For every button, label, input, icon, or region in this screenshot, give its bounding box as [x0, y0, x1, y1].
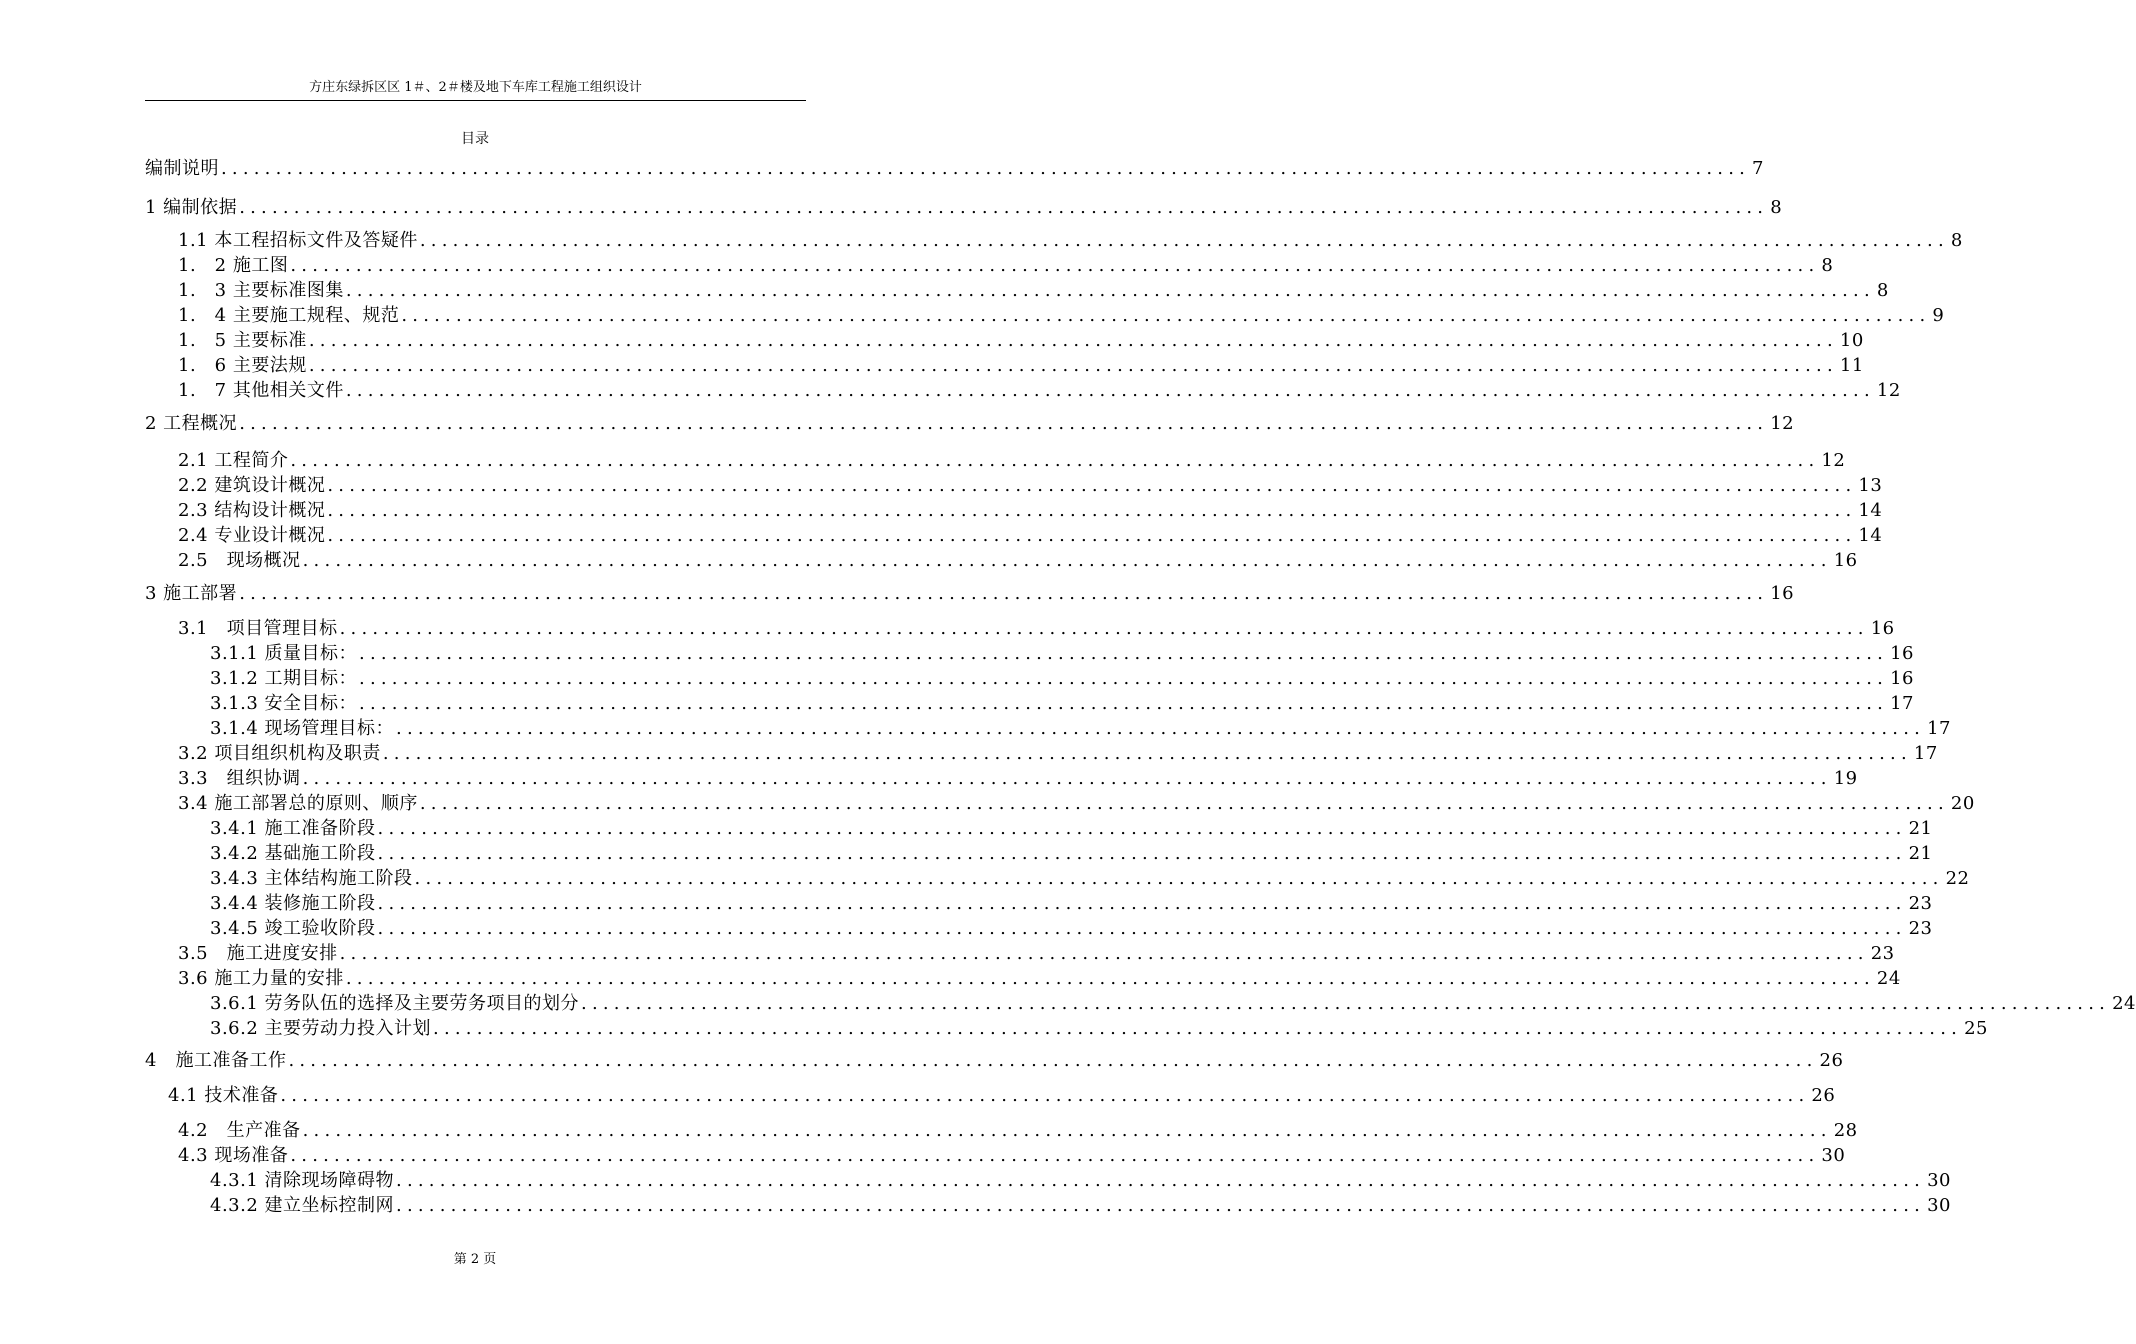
toc-leader-dots: ............................................................................................................................................ [308, 330, 1838, 351]
toc-leader-dots: ............................................................................................................................................ [377, 818, 1907, 839]
toc-entry-page-number: 23 [1908, 893, 1933, 914]
toc-entry-page-number: 23 [1908, 918, 1933, 939]
toc-entry-label: 3.5 施工进度安排 [178, 943, 338, 964]
toc-leader-dots: ............................................................................................................................................ [327, 475, 1857, 496]
toc-entry-page-number: 20 [1950, 793, 1975, 814]
toc-entry-label: 4.2 生产准备 [178, 1120, 301, 1141]
toc-entry-page-number: 16 [1890, 668, 1914, 689]
toc-entry-label: 1. 6 主要法规 [178, 355, 307, 376]
toc-entry-page-number: 16 [1890, 643, 1914, 664]
toc-leader-dots: ............................................................................................................................................ [290, 255, 1820, 276]
toc-entry[interactable] [210, 917, 1933, 941]
toc-leader-dots: ............................................................................................................................................ [359, 693, 1889, 714]
toc-entry[interactable] [178, 474, 1883, 498]
toc-entry-page-number: 21 [1908, 818, 1933, 839]
toc-entry-label: 1. 3 主要标准图集 [178, 280, 344, 301]
toc-entry-label: 3.4.5 竣工验收阶段 [210, 918, 376, 939]
toc-entry[interactable] [178, 1119, 1858, 1143]
toc-entry-label: 3.1.4 现场管理目标： [210, 718, 395, 739]
toc-leader-dots: ............................................................................................................................................ [339, 618, 1869, 639]
toc-entry[interactable] [210, 642, 1914, 666]
toc-leader-dots: ............................................................................................................................................ [339, 943, 1869, 964]
toc-leader-dots: ............................................................................................................................................ [382, 743, 1912, 764]
toc-entry-label: 3.4.1 施工准备阶段 [210, 818, 376, 839]
toc-entry-page-number: 7 [1752, 158, 1764, 179]
toc-entry[interactable] [168, 1084, 1836, 1108]
toc-entry-page-number: 11 [1839, 355, 1864, 376]
toc-entry-label: 3.4.4 装修施工阶段 [210, 893, 376, 914]
toc-entry-label: 3.1.3 安全目标： [210, 693, 358, 714]
toc-entry-label: 4.3 现场准备 [178, 1145, 289, 1166]
toc-leader-dots: ............................................................................................................................................ [239, 413, 1769, 434]
toc-entry[interactable] [178, 379, 1901, 403]
toc-entry[interactable] [210, 892, 1933, 916]
toc-leader-dots: ............................................................................................................................................ [401, 305, 1931, 326]
toc-title: 目录 [461, 131, 489, 147]
toc-leader-dots: ............................................................................................................................................ [302, 550, 1832, 571]
toc-entry[interactable] [178, 499, 1883, 523]
toc-entry-label: 1. 2 施工图 [178, 255, 289, 276]
toc-leader-dots: ............................................................................................................................................ [377, 843, 1907, 864]
toc-entry[interactable] [178, 792, 1975, 816]
toc-entry-page-number: 14 [1858, 500, 1883, 521]
toc-entry[interactable] [178, 329, 1864, 353]
toc-entry[interactable] [178, 229, 1963, 253]
toc-leader-dots: ............................................................................................................................................ [377, 893, 1907, 914]
toc-entry[interactable] [178, 967, 1901, 991]
toc-leader-dots: ............................................................................................................................................ [308, 355, 1838, 376]
running-header: 方庄东绿拆区区 1＃、2＃楼及地下车库工程施工组织设计 [309, 80, 642, 95]
toc-entry-label: 2.1 工程简介 [178, 450, 289, 471]
toc-entry-label: 3.4.3 主体结构施工阶段 [210, 868, 413, 889]
toc-leader-dots: ............................................................................................................................................ [345, 280, 1875, 301]
toc-entry[interactable] [178, 354, 1864, 378]
toc-entry-page-number: 12 [1821, 450, 1846, 471]
toc-entry-page-number: 24 [1876, 968, 1901, 989]
toc-leader-dots: ............................................................................................................................................ [290, 450, 1820, 471]
toc-leader-dots: ............................................................................................................................................ [239, 197, 1769, 218]
toc-entry-label: 3.4.2 基础施工阶段 [210, 843, 376, 864]
toc-leader-dots: ............................................................................................................................................ [396, 1195, 1926, 1216]
toc-entry[interactable] [178, 549, 1858, 573]
toc-entry-label: 1. 5 主要标准 [178, 330, 307, 351]
toc-entry-page-number: 16 [1770, 583, 1795, 604]
toc-leader-dots: ............................................................................................................................................ [419, 793, 1949, 814]
toc-entry-page-number: 9 [1932, 305, 1945, 326]
toc-entry[interactable] [210, 842, 1933, 866]
toc-entry-label: 3.1.1 质量目标： [210, 643, 358, 664]
toc-entry-page-number: 17 [1913, 743, 1938, 764]
toc-entry-label: 4.1 技术准备 [168, 1085, 279, 1106]
toc-entry[interactable] [178, 279, 1889, 303]
toc-entry-page-number: 30 [1821, 1145, 1846, 1166]
toc-entry-label: 3 施工部署 [145, 583, 238, 604]
toc-entry-label: 4.3.2 建立坐标控制网 [210, 1195, 395, 1216]
toc-entry[interactable] [210, 817, 1933, 841]
toc-entry[interactable] [210, 1017, 1988, 1041]
toc-entry-label: 3.3 组织协调 [178, 768, 301, 789]
toc-entry[interactable] [145, 196, 1783, 220]
toc-entry-label: 4.3.1 清除现场障碍物 [210, 1170, 395, 1191]
toc-entry-label: 1. 7 其他相关文件 [178, 380, 344, 401]
toc-leader-dots: ............................................................................................................................................ [288, 1050, 1818, 1071]
toc-entry[interactable] [210, 692, 1914, 716]
toc-entry[interactable] [178, 449, 1846, 473]
toc-entry[interactable] [145, 1049, 1844, 1073]
page-number-footer: 第 2 页 [453, 1252, 497, 1267]
toc-entry-page-number: 8 [1770, 197, 1783, 218]
toc-entry-page-number: 21 [1908, 843, 1933, 864]
toc-entry-label: 3.1.2 工期目标： [210, 668, 358, 689]
toc-entry-page-number: 17 [1890, 693, 1914, 714]
toc-entry[interactable] [178, 942, 1895, 966]
toc-entry[interactable] [210, 1194, 1951, 1218]
toc-entry[interactable] [210, 992, 2136, 1016]
toc-entry[interactable] [178, 1144, 1846, 1168]
toc-entry-label: 2.2 建筑设计概况 [178, 475, 326, 496]
toc-entry-label: 3.6 施工力量的安排 [178, 968, 344, 989]
toc-leader-dots: ............................................................................................................................................ [419, 230, 1949, 251]
toc-leader-dots: ............................................................................................................................................ [359, 668, 1889, 689]
toc-entry-page-number: 26 [1819, 1050, 1844, 1071]
toc-entry-label: 2.3 结构设计概况 [178, 500, 326, 521]
toc-entry-page-number: 22 [1945, 868, 1970, 889]
toc-entry[interactable] [178, 617, 1895, 641]
toc-entry-page-number: 14 [1858, 525, 1883, 546]
toc-leader-dots: ............................................................................................................................................ [327, 500, 1857, 521]
toc-entry[interactable] [178, 742, 1938, 766]
toc-entry-page-number: 8 [1950, 230, 1963, 251]
toc-entry[interactable] [210, 867, 1970, 891]
toc-leader-dots: ............................................................................................................................................ [280, 1085, 1810, 1106]
toc-entry-page-number: 25 [1964, 1018, 1988, 1039]
toc-entry[interactable] [178, 524, 1883, 548]
toc-entry[interactable] [210, 667, 1914, 691]
toc-entry[interactable] [145, 412, 1795, 436]
toc-leader-dots: ............................................................................................................................................ [414, 868, 1944, 889]
toc-entry-page-number: 10 [1839, 330, 1864, 351]
toc-leader-dots: ............................................................................................................................................ [345, 968, 1875, 989]
toc-entry-page-number: 12 [1876, 380, 1901, 401]
toc-entry[interactable] [210, 1169, 1951, 1193]
toc-entry-page-number: 16 [1870, 618, 1895, 639]
toc-leader-dots: ............................................................................................................................................ [359, 643, 1889, 664]
toc-entry-label: 3.2 项目组织机构及职责 [178, 743, 381, 764]
toc-entry-label: 2.4 专业设计概况 [178, 525, 326, 546]
toc-entry-page-number: 8 [1876, 280, 1889, 301]
toc-leader-dots: ............................................................................................................................................ [581, 993, 2111, 1014]
toc-entry-label: 1. 4 主要施工规程、规范 [178, 305, 400, 326]
toc-entry-label: 2 工程概况 [145, 413, 238, 434]
toc-entry-label: 3.4 施工部署总的原则、顺序 [178, 793, 418, 814]
toc-leader-dots: ............................................................................................................................................ [302, 1120, 1832, 1141]
toc-entry-page-number: 30 [1927, 1170, 1951, 1191]
toc-entry[interactable] [178, 254, 1834, 278]
toc-entry-page-number: 23 [1870, 943, 1895, 964]
toc-entry[interactable] [145, 582, 1795, 606]
toc-entry[interactable] [145, 157, 1764, 181]
toc-leader-dots: ............................................................................................................................................ [377, 918, 1907, 939]
toc-leader-dots: ............................................................................................................................................ [396, 718, 1926, 739]
toc-entry-page-number: 26 [1811, 1085, 1836, 1106]
toc-leader-dots: ............................................................................................................................................ [290, 1145, 1820, 1166]
toc-entry[interactable] [210, 717, 1951, 741]
toc-entry-label: 编制说明 [145, 158, 219, 179]
header-divider [145, 100, 806, 101]
toc-entry[interactable] [178, 304, 1945, 328]
toc-entry-page-number: 28 [1833, 1120, 1858, 1141]
toc-entry-page-number: 24 [2112, 993, 2136, 1014]
toc-entry-label: 1.1 本工程招标文件及答疑件 [178, 230, 418, 251]
toc-leader-dots: ............................................................................................................................................ [345, 380, 1875, 401]
toc-entry-label: 3.6.2 主要劳动力投入计划 [210, 1018, 432, 1039]
toc-entry[interactable] [178, 767, 1858, 791]
toc-entry-page-number: 8 [1821, 255, 1834, 276]
toc-entry-page-number: 12 [1770, 413, 1795, 434]
toc-entry-page-number: 19 [1833, 768, 1858, 789]
toc-leader-dots: ............................................................................................................................................ [327, 525, 1857, 546]
toc-entry-label: 1 编制依据 [145, 197, 238, 218]
toc-entry-label: 3.6.1 劳务队伍的选择及主要劳务项目的划分 [210, 993, 580, 1014]
toc-leader-dots: ............................................................................................................................................ [396, 1170, 1926, 1191]
toc-entry-page-number: 30 [1927, 1195, 1951, 1216]
toc-entry-label: 4 施工准备工作 [145, 1050, 287, 1071]
toc-entry-page-number: 13 [1858, 475, 1883, 496]
toc-entry-label: 3.1 项目管理目标 [178, 618, 338, 639]
toc-entry-page-number: 16 [1833, 550, 1858, 571]
toc-leader-dots: ............................................................................................................................................ [302, 768, 1832, 789]
toc-leader-dots: ............................................................................................................................................ [221, 158, 1751, 179]
toc-entry-label: 2.5 现场概况 [178, 550, 301, 571]
toc-entry-page-number: 17 [1927, 718, 1951, 739]
toc-leader-dots: ............................................................................................................................................ [433, 1018, 1963, 1039]
toc-leader-dots: ............................................................................................................................................ [239, 583, 1769, 604]
